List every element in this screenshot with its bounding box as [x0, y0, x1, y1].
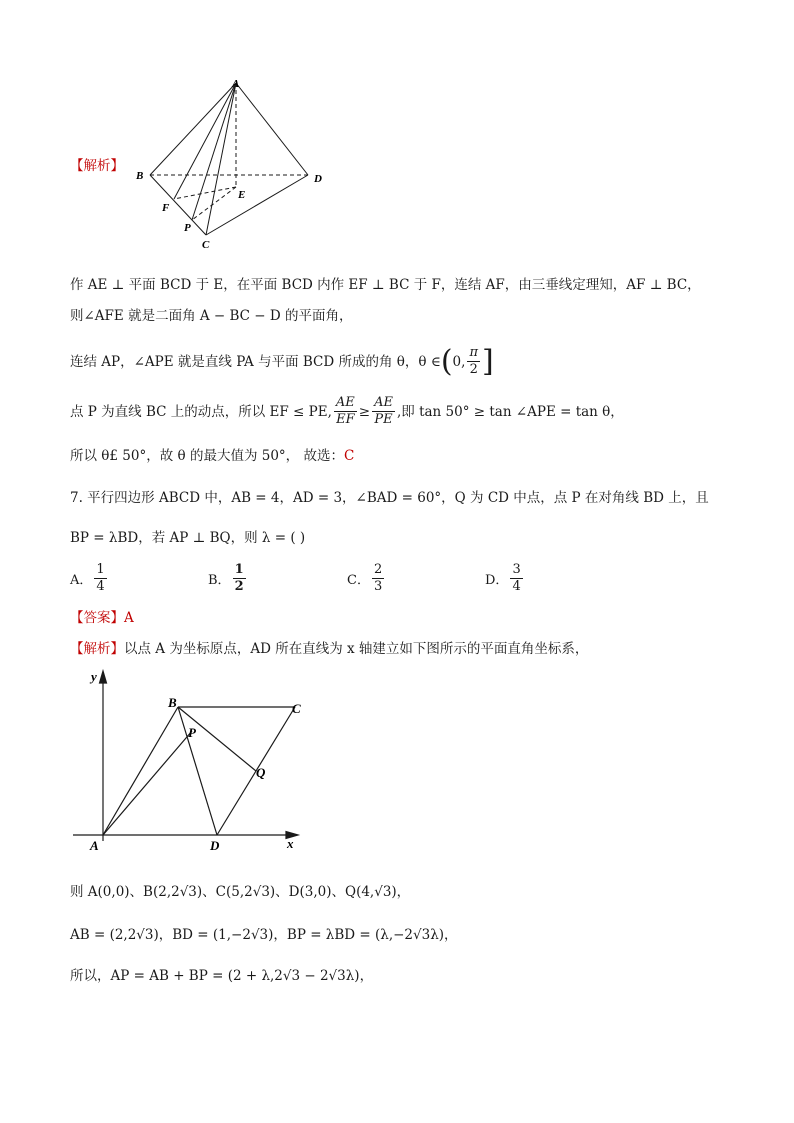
- point-label-c: C: [292, 701, 301, 716]
- point-label-q: Q: [256, 765, 266, 780]
- analysis-tag-2: 【解析】: [70, 641, 124, 657]
- q7-answer: [70, 608, 134, 628]
- vertex-label-b: B: [136, 170, 144, 182]
- vertex-label-a: A: [232, 78, 240, 90]
- answer-value: A: [124, 610, 134, 626]
- q7-option-b[interactable]: B． $\frac{1}{2}$: [208, 562, 244, 594]
- axis-label-x: x: [287, 836, 294, 851]
- coords-line3: 所以，AP = AB + BP = (2 + λ,2√3 − 2√3λ)，: [70, 968, 374, 984]
- tetrahedron-figure: [120, 75, 340, 255]
- analysis1-line5-text: 所以 θ£ 50°，故 θ 的最大值为 50°， 故选：: [70, 448, 344, 464]
- analysis1-line4: [70, 395, 624, 428]
- axis-label-y: y: [91, 669, 97, 684]
- pi-over-2: $\frac{\pi}{2}$: [469, 345, 478, 377]
- vertex-label-p: P: [184, 222, 191, 234]
- fraction-ae-pe: $\frac{AE}{PE}$: [374, 395, 393, 427]
- point-label-d: D: [210, 838, 220, 853]
- interval-bracket-right: ]: [481, 343, 494, 379]
- q7-analysis: [70, 639, 588, 659]
- coords-line1: 则 A(0,0)、B(2,2√3)、C(5,2√3)、D(3,0)、Q(4,√3)，: [70, 884, 411, 900]
- q7-option-d[interactable]: D． $\frac{3}{4}$: [485, 562, 521, 594]
- point-label-p: P: [188, 725, 196, 740]
- vertex-label-e: E: [238, 189, 246, 201]
- answer-tag: 【答案】: [70, 610, 124, 626]
- fraction-ae-ef: $\frac{AE}{EF}$: [335, 395, 355, 427]
- coordinate-figure: [70, 665, 310, 860]
- q7-stem-line2: BP = λBD，若 AP ⊥ BQ，则 λ = ( ): [70, 530, 306, 546]
- coords-line2: AB = (2,2√3)，BD = (1,−2√3)，BP = λBD = (λ,−2√3λ)，: [70, 927, 458, 943]
- analysis1-line5: [70, 446, 354, 466]
- analysis1-line4-a: 点 P 为直线 BC 上的动点，所以 EF ≤ PE,: [70, 403, 332, 420]
- analysis-tag-1: 【解析】: [70, 158, 124, 174]
- analysis1-line1: 作 AE ⊥ 平面 BCD 于 E，在平面 BCD 内作 EF ⊥ BC 于 F，连结 AF，由三垂线定理知，AF ⊥ BC，: [70, 277, 701, 293]
- analysis1-line3: [70, 345, 494, 378]
- vertex-label-c: C: [202, 239, 210, 251]
- analysis1-line4-b: ,即 tan 50° ≥ tan ∠APE = tan θ，: [396, 403, 624, 420]
- q7-option-c[interactable]: C． $\frac{2}{3}$: [347, 562, 383, 594]
- vertex-label-d: D: [314, 173, 322, 185]
- interval-left: 0,: [452, 353, 466, 370]
- point-label-a: A: [90, 838, 99, 853]
- analysis1-line3-text: 连结 AP，∠APE 就是直线 PA 与平面 BCD 所成的角 θ，θ ∈: [70, 353, 441, 370]
- vertex-label-f: F: [162, 202, 170, 214]
- analysis1-answer: C: [343, 448, 355, 464]
- q7-option-a[interactable]: A． $\frac{1}{4}$: [70, 562, 105, 594]
- q7-analysis-text: 以点 A 为坐标原点，AD 所在直线为 x 轴建立如下图所示的平面直角坐标系，: [124, 641, 589, 657]
- ge-sign: ≥: [358, 403, 371, 420]
- q7-stem-line1: 7. 平行四边形 ABCD 中，AB = 4，AD = 3，∠BAD = 60°，Q 为 CD 中点，点 P 在对角线 BD 上，且: [70, 490, 709, 506]
- point-label-b: B: [168, 695, 177, 710]
- analysis1-line2: 则∠AFE 就是二面角 A − BC − D 的平面角，: [70, 308, 353, 324]
- interval-bracket-left: (: [440, 343, 453, 379]
